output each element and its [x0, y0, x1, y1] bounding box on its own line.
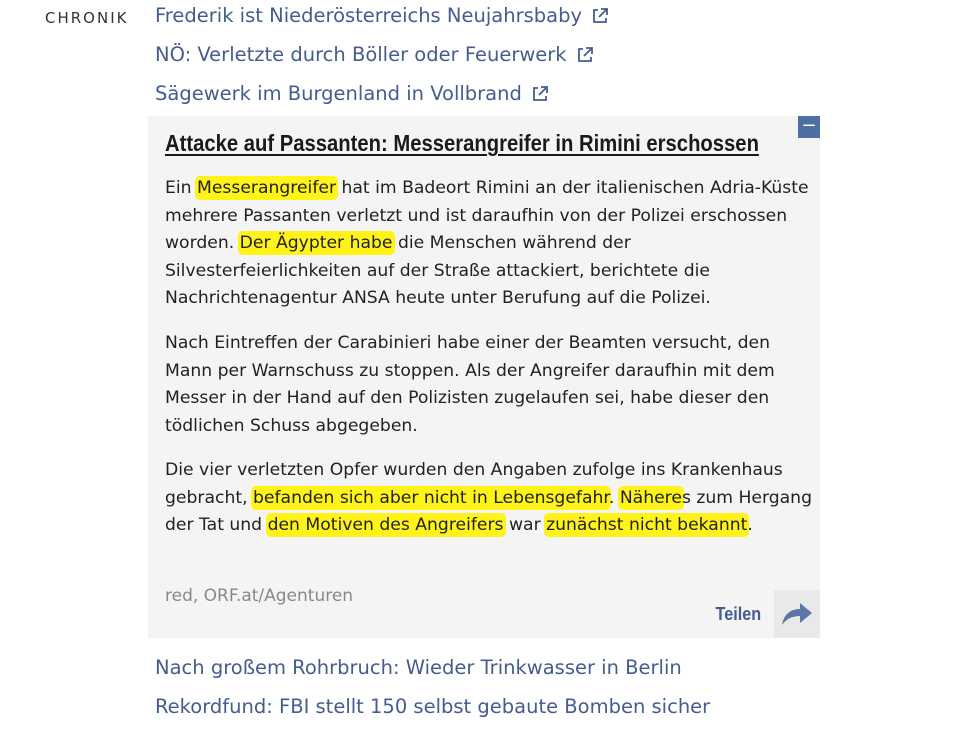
text-segment: . — [608, 487, 620, 508]
story-title: Nach großem Rohrbruch: Wieder Trinkwasser in Berlin — [155, 656, 682, 679]
story-link-fbi-bomben[interactable] — [155, 695, 710, 718]
highlighted-text: Nähere — [619, 487, 682, 508]
text-segment: s zum Hergang der Tat und — [165, 487, 812, 535]
highlighted-text: Messerangreifer — [197, 178, 337, 198]
section-label: CHRONIK — [45, 9, 129, 27]
highlighted-text: den Motiven des Angreifers — [267, 515, 504, 535]
share-arrow-icon — [774, 590, 820, 638]
article-paragraph-3 — [165, 457, 815, 540]
story-link-saegewerk[interactable] — [155, 82, 549, 105]
share-label: Teilen — [715, 603, 762, 624]
highlighted-text: zunächst nicht bekannt — [546, 515, 748, 535]
external-link-icon — [576, 46, 594, 64]
text-segment: die Menschen während der Silvesterfeierlichkeiten auf der Straße attackiert, berichtete die Nachrichtenagentur ANSA heute unter Berufung auf die Polizei. — [165, 233, 711, 308]
share-button[interactable] — [713, 590, 820, 638]
article-paragraph-2: Nach Eintreffen der Carabinieri habe einer der Beamten versucht, den Mann per Warnschuss zu stoppen. Als der Angreifer daraufhin mit dem Messer in der Hand auf den Polizisten zugelaufen sei, habe dieser den tödlichen Schuss abgegeben. — [165, 333, 775, 436]
external-link-icon — [531, 85, 549, 103]
story-link-neujahrsbaby[interactable] — [155, 4, 609, 27]
highlighted-text: befanden sich aber nicht in Lebensgefahr — [253, 487, 609, 508]
article-headline[interactable] — [165, 130, 759, 157]
text-segment: . — [747, 515, 753, 535]
highlighted-text: Der Ägypter habe — [239, 233, 393, 253]
story-title: NÖ: Verletzte durch Böller oder Feuerwerk — [155, 43, 567, 66]
article-paragraph-1 — [165, 175, 815, 313]
text-segment: Ein — [165, 178, 197, 198]
story-link-rohrbruch[interactable] — [155, 656, 682, 679]
story-title: Rekordfund: FBI stellt 150 selbst gebaute Bomben sicher — [155, 695, 711, 718]
expanded-article — [148, 116, 820, 638]
story-title: Frederik ist Niederösterreichs Neujahrsbaby — [155, 4, 583, 27]
story-link-boeller[interactable] — [155, 43, 594, 66]
external-link-icon — [591, 7, 609, 25]
text-segment: war — [503, 515, 547, 535]
collapse-button[interactable]: − — [798, 116, 820, 138]
article-source: red, ORF.at/Agenturen — [165, 586, 354, 606]
headline-text: Attacke auf Passanten: Messerangreifer in Rimini erschossen — [165, 130, 759, 156]
story-title: Sägewerk im Burgenland in Vollbrand — [155, 82, 522, 105]
text-segment: Die vier verletzten Opfer wurden den Angaben zufolge ins Krankenhaus gebracht, — [165, 460, 783, 508]
text-segment: hat im Badeort Rimini an der italienischen Adria-Küste mehrere Passanten verletzt und ist daraufhin von der Polizei erschossen worden. — [165, 178, 809, 253]
